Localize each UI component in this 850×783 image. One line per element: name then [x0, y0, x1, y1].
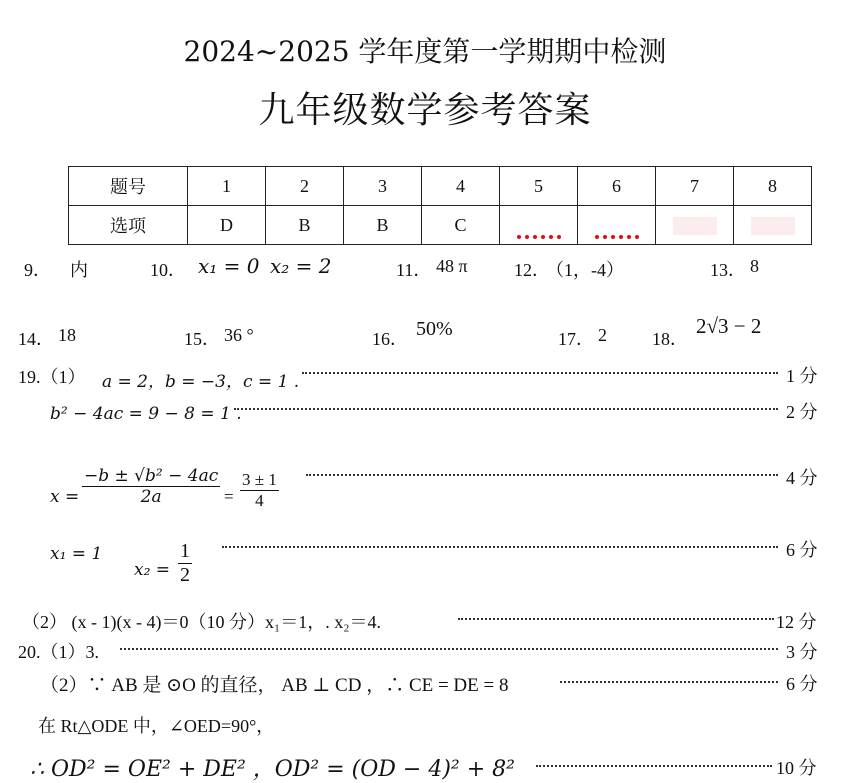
blank-14-answer: 18 [58, 325, 76, 345]
blank-14-number: 14． [18, 329, 54, 349]
dotted-leader [120, 648, 778, 650]
answer-cell: D [188, 206, 266, 245]
q19-step2: b² − 4ac = 9 − 8 = 1 . [50, 404, 242, 424]
blank-11-answer: 48 π [436, 256, 468, 276]
page-subtitle: 九年级数学参考答案 [258, 90, 592, 131]
q19-step3-lhs: x = [50, 487, 80, 507]
page-title: 2024~2025 学年度第一学期期中检测 [183, 35, 667, 68]
blank-17-number: 17． [558, 329, 594, 349]
question-number: 8 [734, 167, 812, 206]
answer-cell-redacted [578, 206, 656, 245]
blank-16-answer: 50% [416, 318, 453, 340]
q19-step1-points: 1 分 [786, 366, 818, 386]
q19-part2-points: 12 分 [776, 612, 817, 632]
red-dot-mark [586, 223, 648, 229]
blank-18-answer: 2√3 − 2 [696, 314, 762, 338]
q19-part2: （2） (x - 1)(x - 4)＝0（10 分）x₁＝1，. x₂＝4. [22, 612, 382, 632]
answer-cell-redacted [734, 206, 812, 245]
dotted-leader [306, 474, 778, 476]
q19-step3-points: 4 分 [786, 468, 818, 488]
dotted-leader [234, 408, 778, 410]
row-label-number: 题号 [69, 167, 188, 206]
answer-cell-redacted [656, 206, 734, 245]
question-number: 5 [500, 167, 578, 206]
answer-cell: B [344, 206, 422, 245]
question-number: 4 [422, 167, 500, 206]
q19-step4-b: x₂ = [134, 560, 171, 580]
fraction-numerator: −b ± √b² − 4ac [84, 466, 219, 486]
blank-12-number: 12． [514, 260, 550, 280]
dotted-leader [536, 765, 772, 767]
question-number: 1 [188, 167, 266, 206]
question-number: 6 [578, 167, 656, 206]
fraction-numerator: 1 [180, 540, 190, 562]
dotted-leader [458, 618, 774, 620]
answer-cell: C [422, 206, 500, 245]
blank-12-answer: （1，-4） [546, 260, 624, 280]
redaction-box [673, 217, 717, 235]
answer-cell: B [266, 206, 344, 245]
q20-part1: 20.（1）3. [18, 642, 99, 662]
blank-10-number: 10． [150, 260, 186, 280]
blank-15-answer: 36 ° [224, 325, 254, 345]
table-row-answers [69, 206, 812, 245]
blank-16-number: 16． [372, 329, 408, 349]
dotted-leader [302, 372, 778, 374]
answer-cell-redacted [500, 206, 578, 245]
blank-9-number: 9． [24, 260, 51, 280]
q19-step4-fraction [178, 540, 192, 587]
dotted-leader [560, 681, 778, 683]
q20-line4: ∴ OD² = OE² + DE² ，OD² = (OD − 4)² + 8² [30, 757, 515, 782]
q19-step4-a: x₁ = 1 [50, 544, 103, 564]
blank-11-number: 11． [396, 260, 432, 280]
fraction-denominator: 2 [180, 564, 190, 586]
table-row-numbers [69, 167, 812, 206]
q19-step2-points: 2 分 [786, 402, 818, 422]
question-number: 3 [344, 167, 422, 206]
q20-part1-points: 3 分 [786, 642, 818, 662]
question-number: 2 [266, 167, 344, 206]
question-number: 7 [656, 167, 734, 206]
fraction-denominator: 4 [255, 491, 264, 510]
q19-label: 19.（1） [18, 367, 86, 387]
fraction-denominator: 2a [140, 487, 162, 507]
q19-step3-fraction2 [240, 470, 279, 511]
blank-10-answer-a: x₁ = 0 [198, 254, 260, 278]
blank-18-number: 18． [652, 329, 688, 349]
blank-10-answer-b: x₂ = 2 [270, 254, 332, 278]
q19-step3-equals: = [224, 487, 234, 506]
redaction-box [751, 217, 795, 235]
blank-9-answer: 内 [70, 260, 88, 280]
blank-17-answer: 2 [598, 325, 607, 345]
red-dot-mark [508, 223, 570, 229]
dotted-leader [222, 546, 778, 548]
q20-line4-points: 10 分 [776, 758, 817, 778]
q19-step1: a = 2，b = −3，c = 1 . [102, 372, 300, 392]
fraction-numerator: 3 ± 1 [242, 470, 277, 489]
blank-13-number: 13． [710, 260, 746, 280]
choice-answer-table [68, 166, 812, 245]
q20-part2: （2）∵ AB 是 ⊙O 的直径， AB ⊥ CD ，∴ CE = DE = 8 [40, 675, 509, 696]
blank-15-number: 15． [184, 329, 220, 349]
q19-step3-fraction [82, 466, 220, 507]
blank-13-answer: 8 [750, 256, 759, 276]
q19-step4-points: 6 分 [786, 540, 818, 560]
q20-part2-points: 6 分 [786, 674, 818, 694]
row-label-option: 选项 [69, 206, 188, 245]
q20-line3: 在 Rt△ODE 中，∠OED=90°， [38, 716, 275, 736]
